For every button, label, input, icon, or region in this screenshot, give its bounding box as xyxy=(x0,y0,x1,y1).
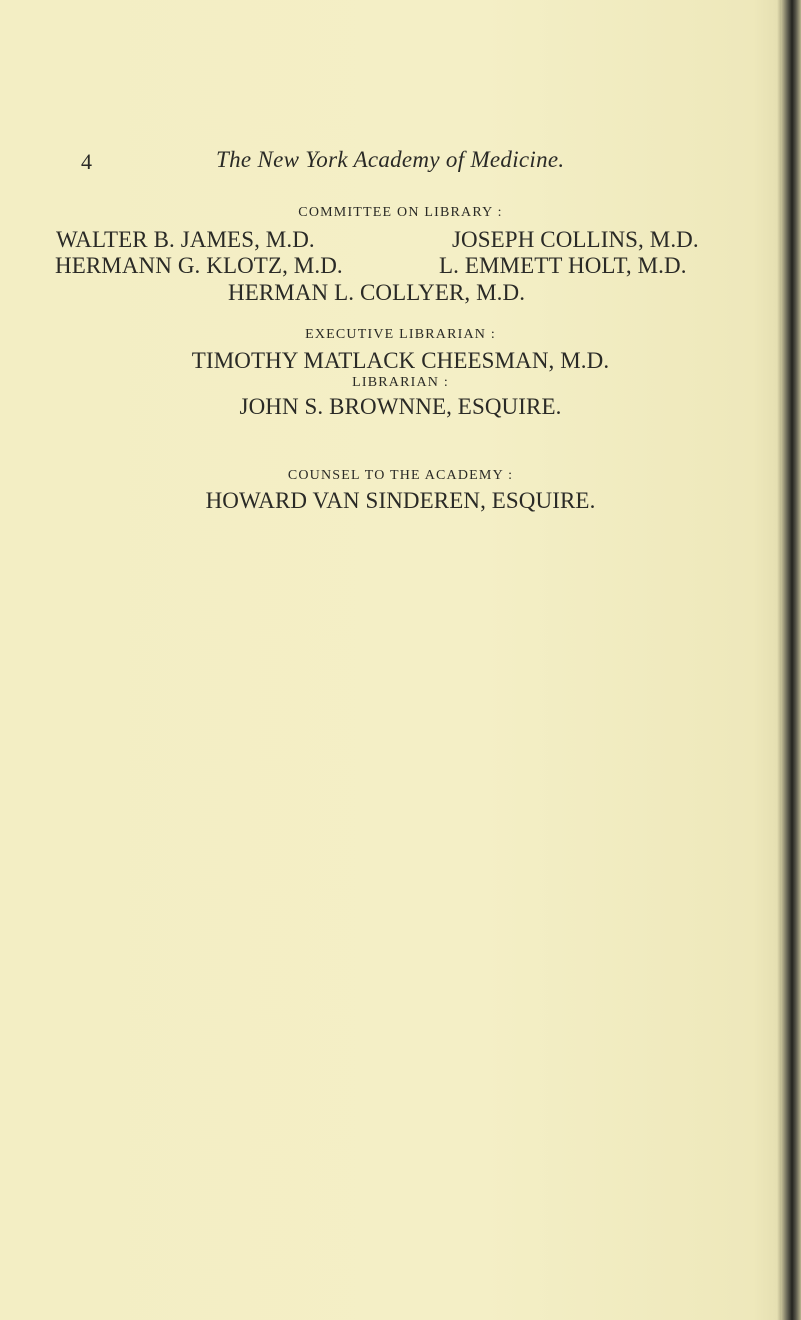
committee-on-library-heading: COMMITTEE ON LIBRARY : xyxy=(298,205,503,220)
committee-member: L. EMMETT HOLT, M.D. xyxy=(439,253,687,278)
running-header xyxy=(0,147,801,177)
committee-member: JOSEPH COLLINS, M.D. xyxy=(452,227,699,252)
book-binding-edge xyxy=(781,0,801,1320)
committee-member: HERMAN L. COLLYER, M.D. xyxy=(228,280,526,305)
librarian-name: JOHN S. BROWNNE, ESQUIRE. xyxy=(239,394,562,419)
counsel-name: HOWARD VAN SINDEREN, ESQUIRE. xyxy=(205,488,596,513)
executive-librarian-heading: EXECUTIVE LIBRARIAN : xyxy=(305,327,496,342)
executive-librarian-name: TIMOTHY MATLACK CHEESMAN, M.D. xyxy=(191,348,610,373)
page-number: 4 xyxy=(81,149,92,174)
committee-member: WALTER B. JAMES, M.D. xyxy=(56,227,315,252)
running-title: The New York Academy of Medicine. xyxy=(216,147,565,172)
librarian-heading: LIBRARIAN : xyxy=(352,375,449,390)
counsel-heading: COUNSEL TO THE ACADEMY : xyxy=(287,468,514,483)
committee-member: HERMANN G. KLOTZ, M.D. xyxy=(55,253,343,278)
